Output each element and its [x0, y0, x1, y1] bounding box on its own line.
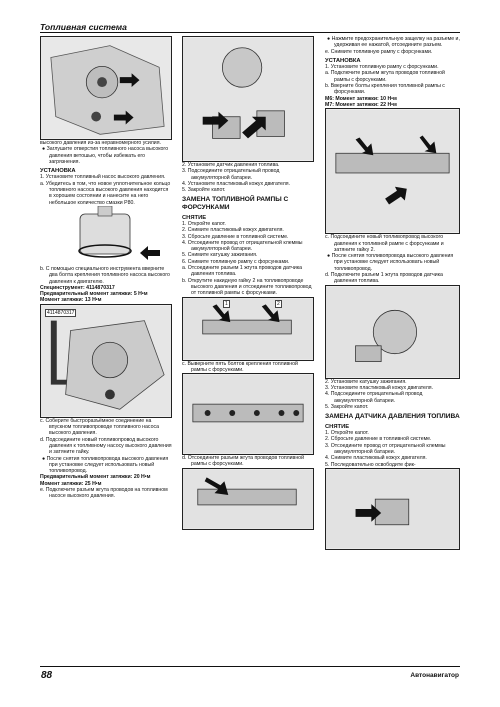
figure-sensor [182, 36, 314, 162]
install-c: c. Подсоедините новый топливопровод высокого давления к топливной рампе с форсунками и затяните гайку 2. [325, 234, 444, 253]
torque-pre: Предварительный момент затяжки: 5 Н•м [40, 291, 148, 298]
tool-number-label: 4114870317 [47, 309, 75, 316]
figure-oring [40, 206, 172, 266]
bullet-seal: ● Заглушите отверстия топливного насоса высокого давления ветошью, чтобы избежать его загрязнения. [42, 146, 169, 165]
text-continuation: высокого давления из-за неравномерного усилия. [40, 140, 161, 146]
column-left [40, 36, 172, 500]
removal-1: 1. Откройте капот. [182, 220, 226, 227]
pump-oring-icon [40, 206, 172, 266]
install-3: 3. Установите пластиковый кожух двигателя. [325, 384, 434, 391]
column-right [325, 36, 460, 550]
page-header-title: Топливная система [40, 22, 127, 32]
step-5: 5. Закройте капот. [182, 187, 226, 194]
sensor-step-2: 2. Сбросьте давление в топливной системе. [325, 436, 432, 443]
footer-rule [40, 666, 460, 667]
rail-connector-icon [183, 298, 313, 360]
install-heading: УСТАНОВКА [40, 168, 76, 175]
sensor-step-5: 5. Последовательно освободите фик- [325, 461, 416, 468]
bullet-seal-text: Заглушите отверстия топливного насоса высокого давления ветошью, чтобы избежать его загрязнения. [46, 146, 169, 165]
bullet-latch: ● Нажмите предохранительную защелку на разъеме и, удерживая ее нажатой, отсоедините разъем. [327, 36, 460, 49]
bullet-after: ● После снятия топливопровода высокого давления при установке следует использовать новый топливопровод. [42, 455, 169, 475]
figure-tool [40, 304, 172, 418]
brand-name: Автонавигатор [410, 672, 459, 679]
sensor-illustration-icon [183, 37, 313, 161]
rail-harness-icon [183, 469, 313, 529]
install-5: 5. Закройте капот. [325, 403, 369, 410]
removal-heading-3: СНЯТИЕ [325, 423, 350, 430]
step-3: 3. Подсоедините отрицательный провод аккумуляторной батареи. [182, 168, 280, 181]
bullet-after-text: После снятия топливопровода высокого давления при установке следует использовать новый топливопровод. [46, 455, 169, 475]
sensor-step-1: 1. Откройте капот. [325, 430, 369, 437]
special-tool-illustration-icon [41, 305, 171, 417]
page-number: 88 [41, 670, 53, 681]
removal-4: 4. Отсоедините провод от отрицательной клеммы аккумуляторной батареи. [182, 239, 303, 253]
install-b: b. Вверните болты крепления топливной рампы с форсунками. [325, 83, 445, 96]
step-2: 2. Установите датчик давления топлива. [182, 162, 280, 168]
sensor-step-3: 3. Отсоедините провод от отрицательной клеммы аккумуляторной батареи. [325, 442, 446, 455]
torque-final-2: Момент затяжки: 25 Н•м [40, 480, 102, 487]
sensor-heading: ЗАМЕНА ДАТЧИКА ДАВЛЕНИЯ ТОПЛИВА [325, 413, 460, 421]
install-d: d. Подключите разъем 1 жгута проводов датчика давления топлива. [325, 272, 443, 285]
removal-d: d. Отсоедините разъем жгута проводов топливной рампы с форсунками. [182, 455, 304, 468]
install-a: а. Подключите разъем жгута проводов топливной рампы с форсунками. [325, 70, 445, 83]
bullet-after-3-text: После снятия топливопровода высокого давления при установке следует использовать новый топливопровод. [331, 253, 454, 272]
rail-heading: ЗАМЕНА ТОПЛИВНОЙ РАМПЫ С ФОРСУНКАМИ [182, 196, 289, 212]
figure-rail-bolts [182, 373, 314, 455]
install-1: 1. Установите топливную рампу с форсунками. [325, 64, 439, 71]
figure-rail-connector [182, 297, 314, 361]
removal-e: e. Снимите топливную рампу с форсунками. [325, 48, 433, 55]
figure-sensor-clip [325, 468, 460, 550]
bullet-latch-text: Нажмите предохранительную защелку на разъеме и, удерживая ее нажатой, отсоедините разъем. [331, 36, 460, 49]
bullet-after-3: ● После снятия топливопровода высокого давления при установке следует использовать новый топливопровод. [327, 253, 454, 272]
install-heading-2: УСТАНОВКА [325, 57, 361, 64]
callout-1: 1 [225, 300, 228, 307]
removal-6: 6. Снимите топливную рампу с форсунками. [182, 258, 290, 265]
figure-pump-top [40, 36, 172, 140]
figure-rail-harness [182, 468, 314, 530]
step-a: а. Убедитесь в том, что новое уплотнительное кольцо топливного насоса высокого давления находится в хорошем состоянии и нанесите на него небольшое количество смазки Р80. [40, 180, 171, 206]
rail-install-icon [326, 109, 459, 233]
header-rule [40, 32, 460, 33]
install-2: 2. Установите катушку зажигания. [325, 378, 407, 385]
removal-2: 2. Снимите пластиковый кожух двигателя. [182, 227, 284, 234]
torque-m6: М6: Момент затяжки: 10 Н•м [325, 95, 397, 102]
step-e: e. Подключите разъем жгута проводов на топливном насосе высокого давления. [40, 487, 168, 500]
rail-bolts-icon [183, 374, 313, 454]
removal-5: 5. Снимите катушку зажигания. [182, 252, 258, 259]
step-c: c. Соберите быстроразъёмное соединение на впускном топливопроводе топливного насоса высокого давления. [40, 417, 159, 437]
column-middle [182, 36, 314, 530]
step-b: b. С помощью специального инструмента вверните два болта крепления топливного насоса высокого давления к двигателю. [40, 265, 170, 285]
sensor-clip-icon [326, 469, 459, 549]
callout-2: 2 [277, 300, 280, 307]
removal-c: c. Выверните пять болтов крепления топливной рампы с форсунками. [182, 360, 298, 373]
torque-pre-2: Предварительный момент затяжки: 20 Н•м [40, 474, 151, 481]
step-4: 4. Установите пластиковый кожух двигателя. [182, 180, 291, 187]
removal-heading: СНЯТИЕ [182, 214, 207, 221]
removal-3: 3. Сбросьте давление в топливной системе. [182, 233, 289, 240]
removal-a: а. Отсоедините разъем 1 жгута проводов датчика давления топлива. [182, 265, 302, 278]
engine-illustration-icon [41, 37, 171, 139]
torque-final: Момент затяжки: 13 Н•м [40, 297, 102, 304]
spec-tool: Специнструмент: 4114870317 [40, 284, 115, 291]
sensor-step-4: 4. Снимите пластиковый кожух двигателя. [325, 455, 427, 462]
install-4: 4. Подсоедините отрицательный провод аккумуляторной батареи. [325, 391, 423, 404]
figure-rail-connector-2 [325, 285, 460, 379]
rail-connector-2-icon [326, 286, 459, 378]
torque-m7: М7: Момент затяжки: 22 Н•м [325, 101, 397, 108]
step-d: d. Подсоедините новый топливопровод высокого давления к топливному насосу высокого давления и затяните гайку. [40, 436, 172, 456]
figure-rail-install [325, 108, 460, 234]
removal-b: b. Открутите накидную гайку 2 на топливопроводе высокого давления и отсоедините топливопровод от топливной рампы с форсунками. [182, 277, 312, 297]
step-1: 1. Установите топливный насос высокого давления. [40, 174, 166, 181]
